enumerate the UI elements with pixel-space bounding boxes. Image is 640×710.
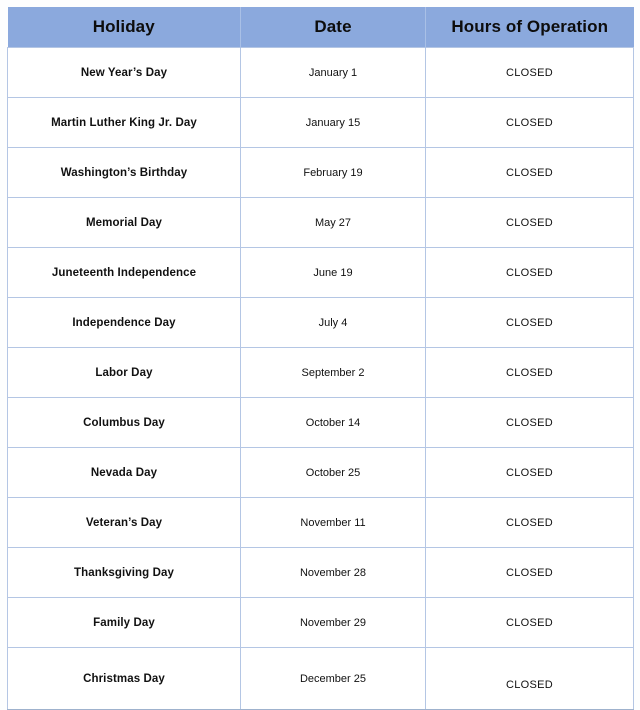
cell-hours: CLOSED [426, 198, 634, 248]
cell-hours: CLOSED [426, 248, 634, 298]
cell-holiday: Labor Day [8, 348, 241, 398]
cell-date: November 29 [241, 598, 426, 648]
table-body [8, 48, 634, 710]
cell-holiday: Columbus Day [8, 398, 241, 448]
cell-date: October 14 [241, 398, 426, 448]
table-row [8, 648, 634, 710]
table-row [8, 348, 634, 398]
cell-holiday: Thanksgiving Day [8, 548, 241, 598]
table-row [8, 248, 634, 298]
cell-hours: CLOSED [426, 48, 634, 98]
cell-date: June 19 [241, 248, 426, 298]
cell-holiday: Family Day [8, 598, 241, 648]
cell-holiday: Independence Day [8, 298, 241, 348]
cell-date: July 4 [241, 298, 426, 348]
cell-hours: CLOSED [426, 598, 634, 648]
table-row [8, 198, 634, 248]
cell-holiday: Juneteenth Independence [8, 248, 241, 298]
cell-hours: CLOSED [426, 448, 634, 498]
cell-hours: CLOSED [426, 148, 634, 198]
cell-holiday: New Year’s Day [8, 48, 241, 98]
cell-date: November 11 [241, 498, 426, 548]
table-row [8, 98, 634, 148]
table-row [8, 498, 634, 548]
cell-holiday: Christmas Day [8, 648, 241, 710]
cell-hours: CLOSED [426, 348, 634, 398]
table-header-row [8, 7, 634, 48]
cell-date: September 2 [241, 348, 426, 398]
cell-holiday: Martin Luther King Jr. Day [8, 98, 241, 148]
table-header [8, 7, 634, 48]
table-row [8, 298, 634, 348]
table-row [8, 148, 634, 198]
table-row [8, 48, 634, 98]
cell-holiday: Memorial Day [8, 198, 241, 248]
table-row [8, 598, 634, 648]
cell-date: May 27 [241, 198, 426, 248]
column-header-date: Date [241, 7, 426, 48]
cell-hours: CLOSED [426, 548, 634, 598]
column-header-holiday: Holiday [8, 7, 241, 48]
cell-hours: CLOSED [426, 298, 634, 348]
cell-date: October 25 [241, 448, 426, 498]
cell-hours: CLOSED [426, 498, 634, 548]
cell-holiday: Washington’s Birthday [8, 148, 241, 198]
cell-date: February 19 [241, 148, 426, 198]
cell-hours: CLOSED [426, 648, 634, 710]
cell-date: January 15 [241, 98, 426, 148]
holiday-schedule-table [7, 7, 634, 710]
cell-holiday: Nevada Day [8, 448, 241, 498]
cell-date: November 28 [241, 548, 426, 598]
table-row [8, 398, 634, 448]
column-header-hours: Hours of Operation [426, 7, 634, 48]
cell-date: December 25 [241, 648, 426, 710]
holiday-schedule-container [7, 7, 633, 710]
cell-hours: CLOSED [426, 98, 634, 148]
cell-date: January 1 [241, 48, 426, 98]
cell-hours: CLOSED [426, 398, 634, 448]
table-row [8, 548, 634, 598]
cell-holiday: Veteran’s Day [8, 498, 241, 548]
table-row [8, 448, 634, 498]
